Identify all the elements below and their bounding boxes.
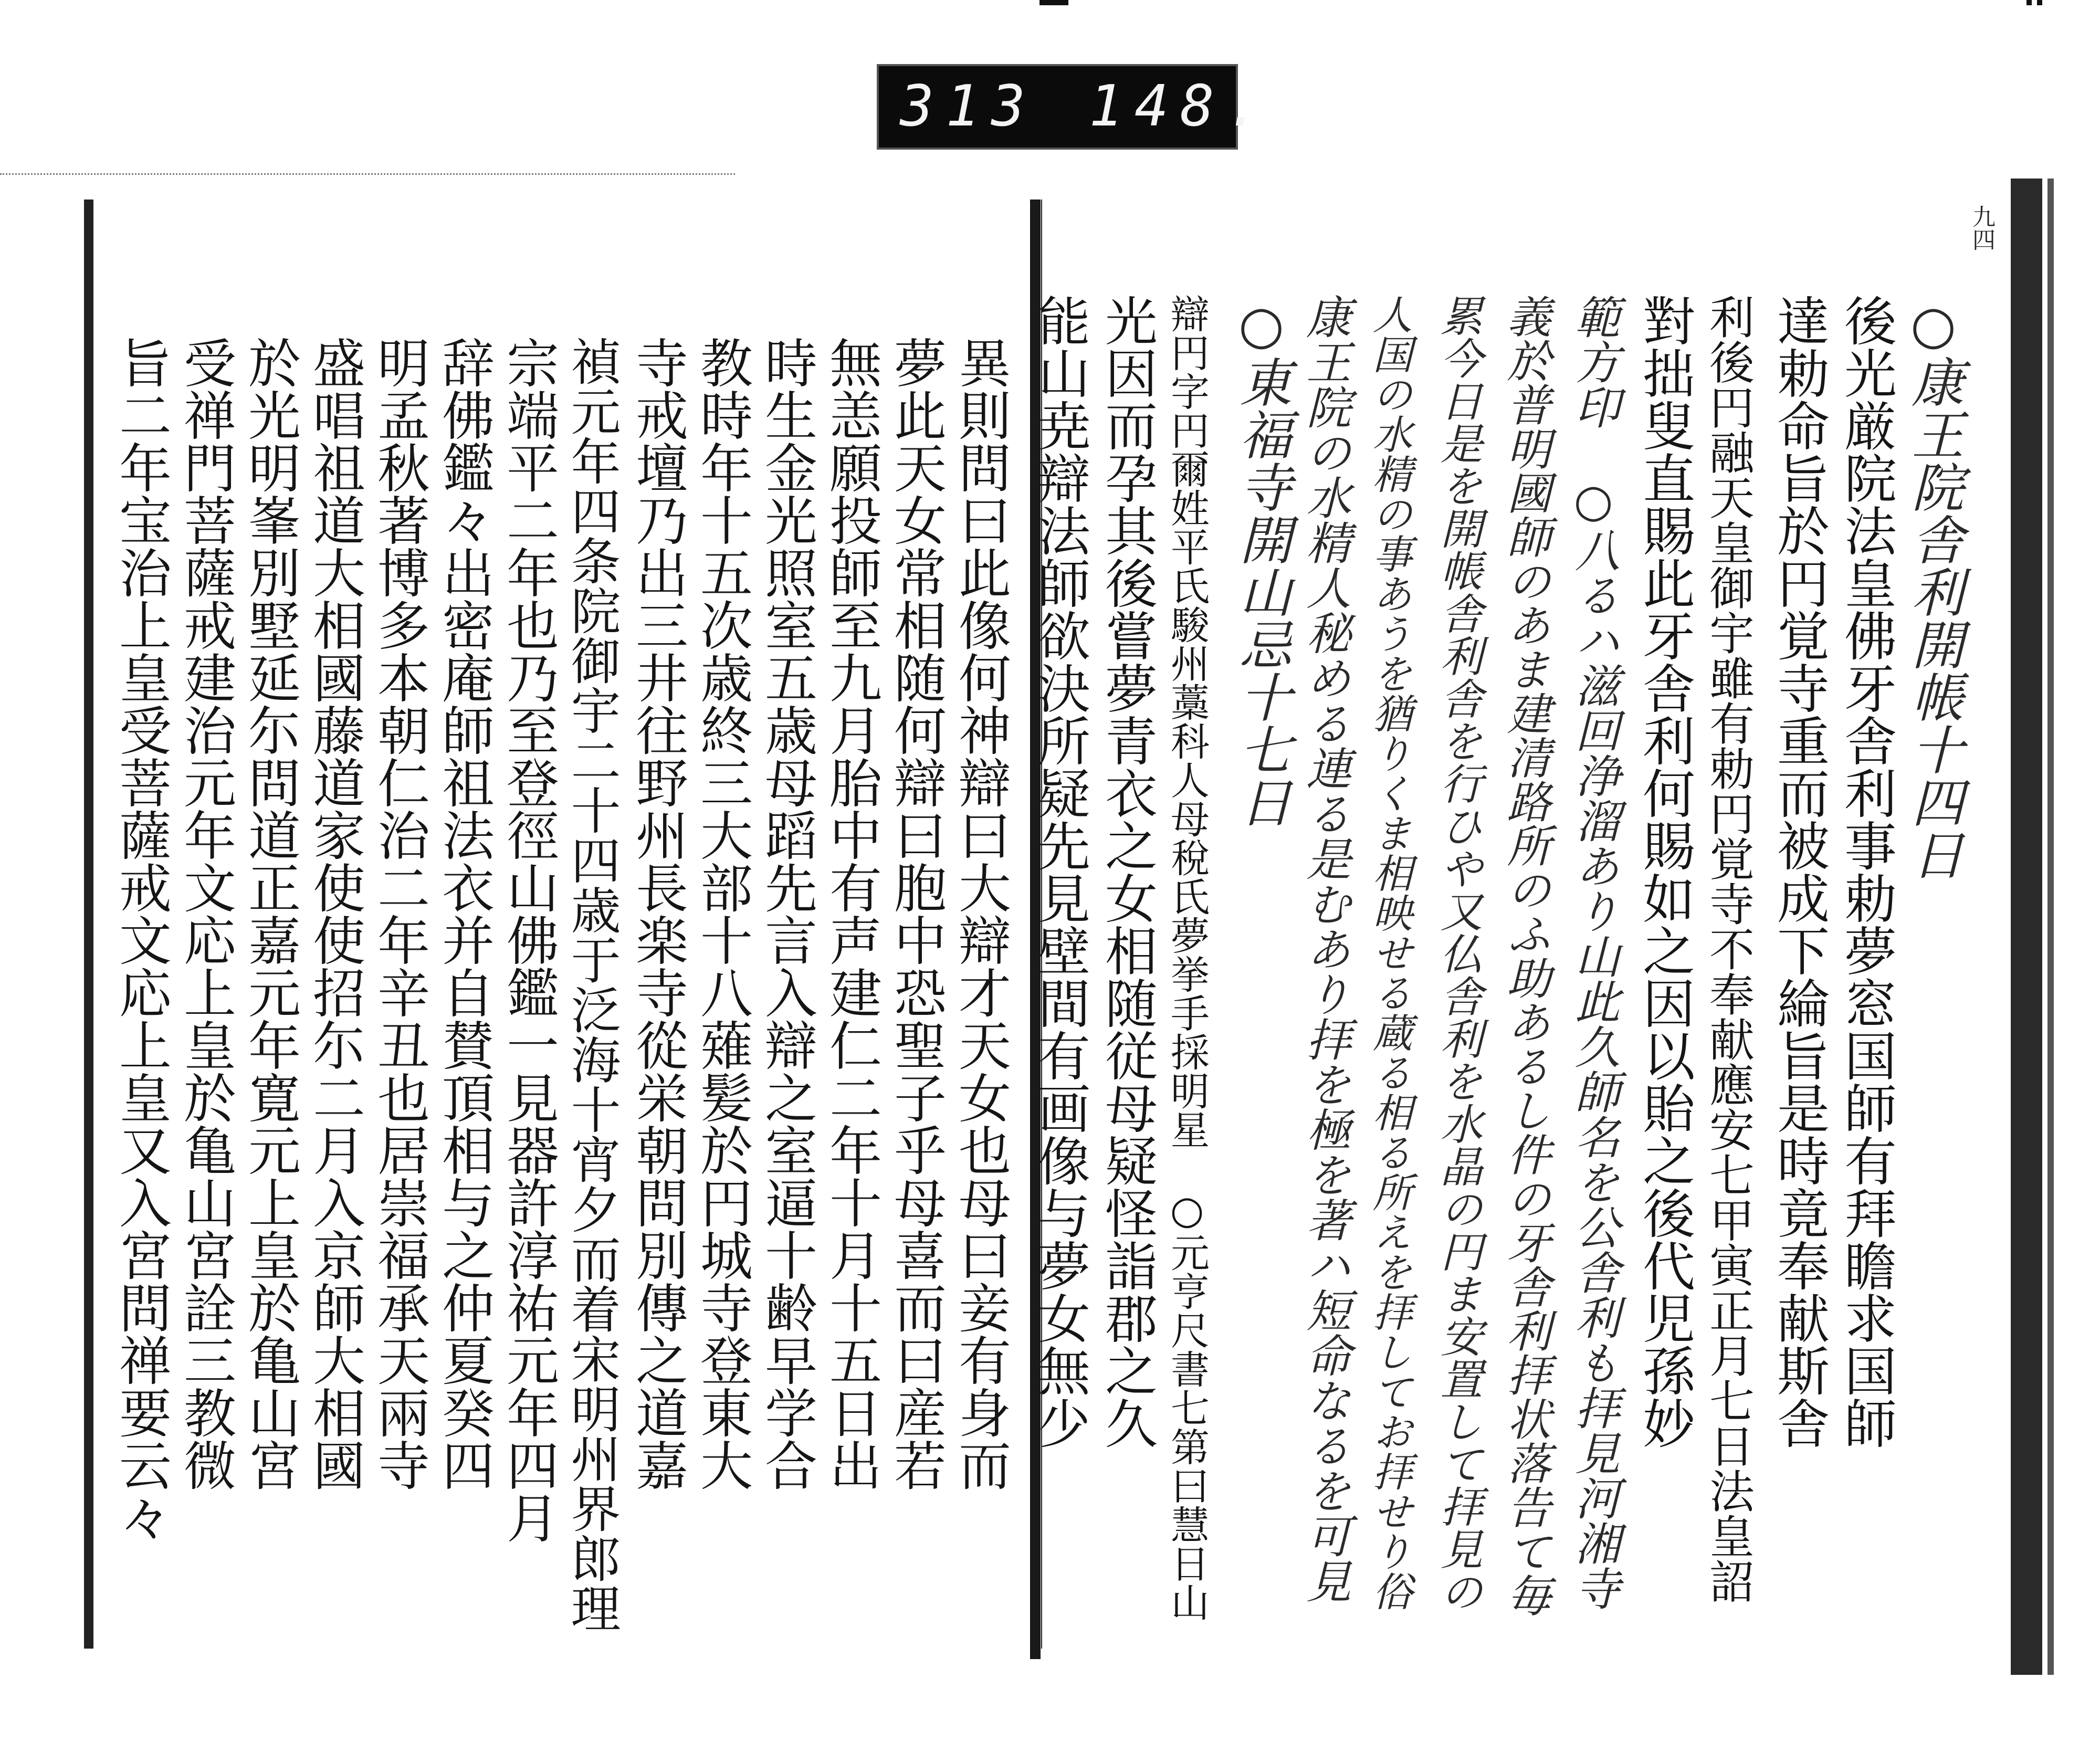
text-column: 利後円融天皇御宇雖有勅円覚寺不奉献應安七甲寅正月七日法皇詔 <box>1702 294 1754 1603</box>
archive-number-label <box>877 64 1272 150</box>
text-column: 義於普明國師のあま建清路所のふ助あるし件の牙舎利拝状落告て毎 <box>1500 294 1551 1617</box>
archive-number-a: 313 <box>900 74 1037 139</box>
text-column: 光因而孕其後嘗夢青衣之女相随従母疑怪詣郡之久 <box>1096 294 1158 1449</box>
text-column: 康王院の水精人秘める連る是むあり拝を極を著ハ短命なるを可見 <box>1298 294 1351 1603</box>
text-column: 辞佛鑑々出密庵師祖法衣并自賛頂相与之仲夏癸四 <box>433 336 495 1491</box>
text-column: 達勅命旨於円覚寺重而被成下綸旨是時竟奉献斯舎 <box>1768 294 1830 1449</box>
right-binding-edge-thin <box>2048 179 2054 1675</box>
text-column: 夢此天女常相随何辯曰胞中恐聖子乎母喜而曰産若 <box>885 336 947 1491</box>
page-edge-scratch <box>0 173 735 179</box>
text-column: ○東福寺開山忌十七日 <box>1231 294 1292 828</box>
text-column: 禎元年四条院御宇二十四歳于泛海十宵夕而着宋明州界郎理 <box>563 336 621 1633</box>
text-column: 受禅門菩薩戒建治元年文応上皇於亀山宮詮三教微 <box>175 336 236 1491</box>
right-binding-edge <box>2011 179 2042 1675</box>
text-column: 教時年十五次歳終三大部十八薙髪於円城寺登東大 <box>691 336 753 1491</box>
text-column: 盛唱祖道大相國藤道家使使招尓二月入京師大相國 <box>304 336 365 1491</box>
text-column: 對拙叟直賜此牙舎利何賜如之因以貽之後代児孫妙 <box>1634 294 1695 1449</box>
folio-number: 九四 <box>1968 205 1995 251</box>
text-column: 人国の水精の事あうを猶りくま相映せる蔵る相る所えを拝してお拝せり俗 <box>1366 294 1413 1611</box>
text-column: 旨二年宝治上皇受菩薩戒文応上皇又入宮問禅要云々 <box>110 336 172 1544</box>
archive-number-b: 148. <box>1089 74 1272 139</box>
text-column: 辯円字円爾姓平氏駿州藁科人母稅氏夢挙手採明星 ○元亨尺書七第曰慧日山 <box>1164 294 1210 1621</box>
top-edge-mark <box>2037 0 2042 5</box>
top-edge-mark <box>1040 0 1068 5</box>
text-column: 範方印 ○八るハ滋回浄溜あり山此久師名を公舎利も拝見河湘寺 <box>1567 294 1620 1611</box>
text-column: 異則問曰此像何神辯曰大辯才天女也母曰妾有身而 <box>950 336 1011 1491</box>
text-column: 明孟秋著博多本朝仁治二年辛丑也居崇福承天兩寺 <box>369 336 430 1491</box>
text-column: 於光明峯別墅延尓問道正嘉元年寛元上皇於亀山宮 <box>239 336 301 1491</box>
text-column: 時生金光照室五歳母蹈先言入辯之室逼十齢早学合 <box>756 336 817 1491</box>
text-column: 累今日是を開帳舎利舎を行ひや又仏舎利を水晶の円ま安置して拝見の <box>1433 294 1483 1612</box>
text-column: 後光厳院法皇佛牙舎利事勅夢窓国師有拜瞻求国師 <box>1835 294 1897 1449</box>
top-edge-mark <box>2026 0 2032 5</box>
text-column: 寺戒壇乃出三井往野州長楽寺從栄朝問別傳之道嘉 <box>627 336 688 1491</box>
text-column: 能山尭辯法師欲決所疑先見壁間有画像与夢女無少 <box>1029 294 1090 1449</box>
text-column: 宗端平二年也乃至登徑山佛鑑一見器許淳祐元年四月 <box>498 336 559 1544</box>
text-column: ○康王院舎利開帳十四日 <box>1903 294 1964 880</box>
text-column: 無恙願投師至九月胎中有声建仁二年十月十五日出 <box>821 336 882 1491</box>
